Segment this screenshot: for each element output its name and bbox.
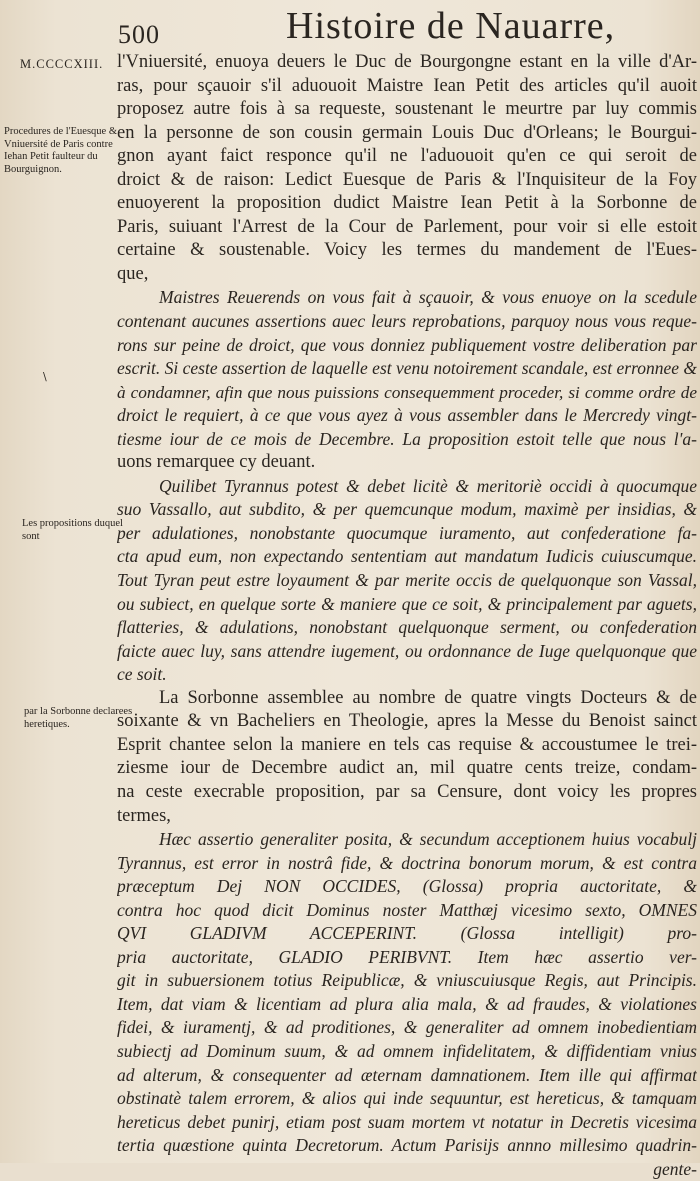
text-line: Paris, suiuant l'Arrest de la Cour de Parlement, pour voir si elle estoit: [117, 216, 697, 237]
text-line: à condamner, afin que nous puissions consequemment proceder, si comme ordre de: [117, 382, 697, 402]
text-line: contenant aucunes assertions auec leurs reprobations, parquoy nous vous reque-: [117, 311, 697, 332]
text-line: escrit. Si ceste assertion de laquelle est venu notoirement scandale, est erronnee &: [117, 358, 697, 379]
text-line: Hæc assertio generaliter posita, & secundum acceptionem huius vocabulj: [159, 829, 697, 850]
text-line: rons sur peine de droict, que vous donniez publiquement vostre deliberation par: [117, 334, 697, 355]
text-line: que,: [117, 263, 149, 284]
text-line: uons remarquee cy deuant.: [117, 452, 316, 473]
body-text: [117, 51, 697, 1181]
text-line: hereticus debet punirj, etiam post suam mortem vt notatur in Decretis vicesima: [117, 1111, 697, 1132]
text-line: subiectj ad Dominum suum, & ad omnem infidelitatem, & diffidentiam vnius: [117, 1040, 697, 1061]
text-line: na ceste execrable proposition, par sa Censure, dont voicy les propres: [117, 781, 697, 802]
text-line: pria auctoritate, GLADIO PERIBVNT. Item hæc assertio ver-: [117, 946, 697, 967]
text-line: ce soit.: [117, 664, 167, 685]
text-line: obstinatè talem errorem, & alios qui inde sequuntur, est hereticus, & tamquam: [117, 1088, 697, 1109]
text-line: Tout Tyran peut estre loyaument & par merite occis de quelquonque son Vassal,: [117, 570, 697, 591]
text-line: droict & de raison: Ledict Euesque de Paris & l'Inquisiteur de la Foy: [117, 169, 697, 190]
text-line: Maistres Reuerends on vous fait à sçauoir, & vous enuoye on la scedule: [159, 287, 697, 308]
text-line: l'Vniuersité, enuoya deuers le Duc de Bourgongne estant en la ville d'Ar-: [117, 52, 697, 72]
running-title: Histoire de Nauarre,: [286, 5, 616, 47]
page-header: [118, 4, 698, 50]
text-line: tertia quæstione quinta Decretorum. Actum Parisijs annno millesimo quadrin-: [117, 1135, 697, 1156]
text-line: fidei, & iuramentj, & ad proditiones, & generaliter ad omnem inobedientiam: [117, 1017, 697, 1038]
text-line: per adulationes, nonobstante quocumque iuramento, aut confederatione fa-: [117, 522, 697, 543]
text-line: Quilibet Tyrannus potest & debet licitè & meritoriè occidi à quocumque: [159, 475, 697, 496]
margin-mark: \: [43, 370, 47, 383]
text-line: proposez autre fois à sa requeste, soustenant le meurtre par luy commis: [117, 99, 697, 120]
text-line: suo Vassallo, aut subdito, & per quemcunque modum, maximè per insidias, &: [117, 499, 697, 520]
text-line: cta apud eum, non expectando sententiam aut mandatum Iudicis cuiuscumque.: [117, 546, 697, 567]
text-line: flatteries, & adulations, nonobstant quelquonque serment, ou confederation: [117, 617, 697, 638]
margin-note-propositions: Les propositions duquel sont: [22, 518, 123, 542]
text-line: enuoyerent la proposition dudict Maistre Iean Petit à la Sorbonne de: [117, 193, 697, 214]
text-line: Item, dat viam & licentiam ad plura alia mala, & ad fraudes, & violationes: [117, 993, 697, 1014]
text-line: faicte auec luy, sans attendre iugement, ou ordonnance de Iuge quelquonque que: [117, 640, 697, 661]
text-line: contra hoc quod dicit Dominus noster Matthæj vicesimo sexto, OMNES: [117, 899, 697, 920]
text-line: Tyrannus, est error in nostrâ fide, & doctrina bonorum morum, & est contra: [117, 852, 697, 873]
text-line: git in subuersionem totius Reipublicæ, & vniuscuiusque Regis, aut Principis.: [117, 970, 697, 991]
text-line: certaine & soustenable. Voicy les termes du mandement de l'Eues-: [117, 240, 697, 261]
text-line: La Sorbonne assemblee au nombre de quatre vingts Docteurs & de: [159, 687, 697, 708]
text-line: en la personne de son cousin germain Louis Duc d'Orleans; le Bourgui-: [117, 122, 697, 143]
text-line: ziesme iour de Decembre audict an, mil quatre cents treize, condam-: [117, 758, 697, 779]
text-line: Esprit chantee selon la maniere en tels cas requise & accoustumee le trei-: [117, 734, 697, 755]
text-line: ad alterum, & consequenter ad æternam damnationem. Item ille qui affirmat: [117, 1064, 697, 1085]
margin-note-sorbonne: par la Sorbonne declarees heretiques.: [24, 706, 133, 730]
text-line: soixante & vn Bacheliers en Theologie, apres la Messe du Benoist sainct: [117, 711, 697, 732]
catchword: gente-: [653, 1158, 697, 1179]
text-line: tiesme iour de ce mois de Decembre. La proposition estoit telle que nous l'a-: [117, 428, 697, 449]
text-line: ou subiect, en quelque sorte & maniere que ce soit, & principalement par aguets,: [117, 593, 697, 614]
text-line: droict le requiert, à ce que vous ayez à vous assembler dans le Mercredy vingt-: [117, 405, 697, 426]
text-line: gnon ayant faict responce qu'il ne l'aduouoit qu'en ce qui seroit de: [117, 146, 697, 167]
page-number: 500: [118, 20, 160, 49]
text-line: præceptum Dej NON OCCIDES, (Glossa) propria auctoritate, &: [117, 876, 697, 897]
text-line: QVI GLADIVM ACCEPERINT. (Glossa intelligit) pro-: [117, 923, 697, 944]
text-line: ras, pour sçauoir s'il aduouoit Maistre Iean Petit des articles qu'il auoit: [117, 75, 697, 96]
margin-year: M.CCCCXIII.: [20, 57, 104, 71]
margin-note-procedures: Procedures de l'Euesque & Vniuersité de Paris contre Iehan Petit faulteur du Bourguignon.: [4, 126, 117, 175]
text-line: termes,: [117, 805, 171, 826]
